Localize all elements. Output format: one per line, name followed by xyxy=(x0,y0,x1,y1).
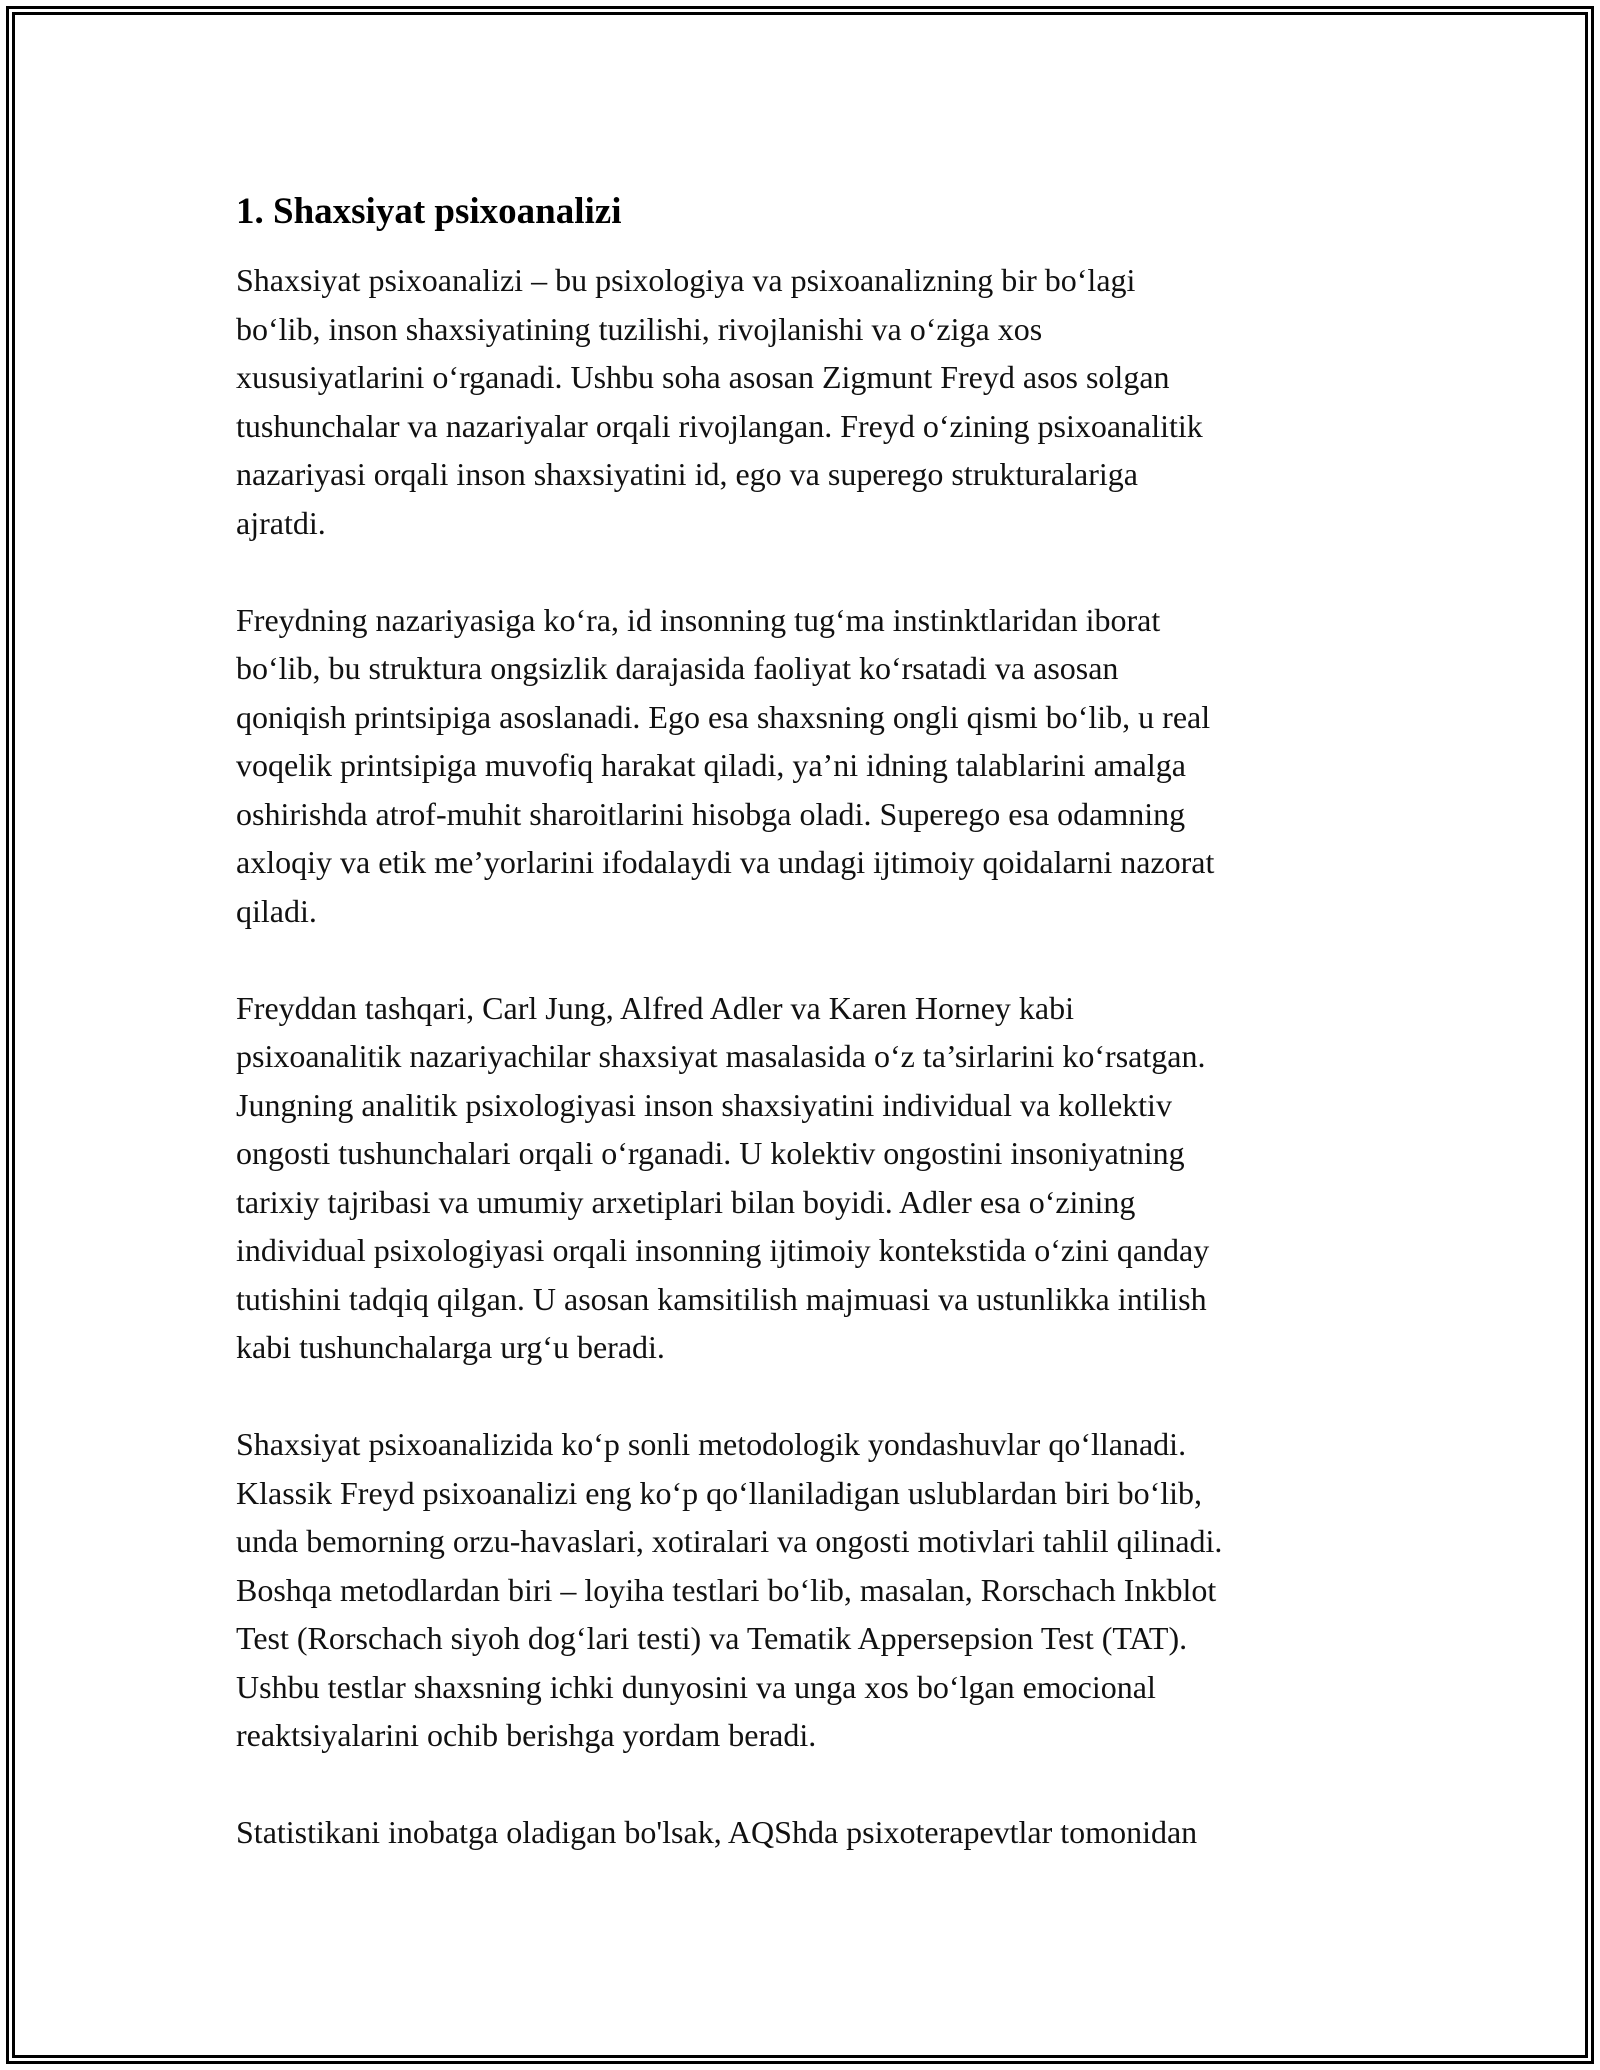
paragraph-5: Statistikani inobatga oladigan bo'lsak, AQShda psixoterapevtlar tomonidan xyxy=(236,1814,1198,1850)
paragraph-4: Shaxsiyat psixoanalizida ko‘p sonli metodologik yondashuvlar qo‘llanadi. Klassik Freyd psixoanalizi eng ko‘p qo‘llaniladigan uslublardan biri bo‘lib, unda bemorning orzu-havaslari, xotiralari va ongosti motivlari tahlil qilinadi. Boshqa metodlardan biri – loyiha testlari bo‘lib, masalan, Rorschach Inkblot Test (Rorschach siyoh dog‘lari testi) va Tematik Appersepsion Test (TAT). Ushbu testlar shaxsning ichki dunyosini va unga xos bo‘lgan emocional reaktsiyalarini ochib berishga yordam beradi. xyxy=(236,1426,1223,1753)
paragraph-2: Freydning nazariyasiga ko‘ra, id insonning tug‘ma instinktlaridan iborat bo‘lib, bu struktura ongsizlik darajasida faoliyat ko‘rsatadi va asosan qoniqish printsipiga asoslanadi. Ego esa shaxsning ongli qismi bo‘lib, u real voqelik printsipiga muvofiq harakat qiladi, ya’ni idning talablarini amalga oshirishda atrof-muhit sharoitlarini hisobga oladi. Superego esa odamning axloqiy va etik me’yorlarini ifodalaydi va undagi ijtimoiy qoidalarni nazorat qiladi. xyxy=(236,601,1215,929)
paragraph-3: Freyddan tashqari, Carl Jung, Alfred Adler va Karen Horney kabi psixoanalitik nazariyachilar shaxsiyat masalasida o‘z ta’sirlarini ko‘rsatgan. Jungning analitik psixologiyasi inson shaxsiyatini individual va kollektiv ongosti tushunchalari orqali o‘rganadi. U kolektiv ongostini insoniyatning tarixiy tajribasi va umumiy arxetiplari bilan boyidi. Adler esa o‘zining individual psixologiyasi orqali insonning ijtimoiy kontekstida o‘zini qanday tutishini tadqiq qilgan. U asosan kamsitilish majmuasi va ustunlikka intilish kabi tushunchalarga urg‘u beradi. xyxy=(236,989,1210,1365)
section-heading: 1. Shaxsiyat psixoanalizi xyxy=(236,191,622,232)
document-body xyxy=(236,188,1386,1905)
paragraph-1: Shaxsiyat psixoanalizi – bu psixologiya va psixoanalizning bir bo‘lagi bo‘lib, inson shaxsiyatining tuzilishi, rivojlanishi va o‘ziga xos xususiyatlarini o‘rganadi. Ushbu soha asosan Zigmunt Freyd asos solgan tushunchalar va nazariyalar orqali rivojlangan. Freyd o‘zining psixoanalitik nazariyasi orqali inson shaxsiyatini id, ego va superego strukturalariga ajratdi. xyxy=(236,262,1203,541)
